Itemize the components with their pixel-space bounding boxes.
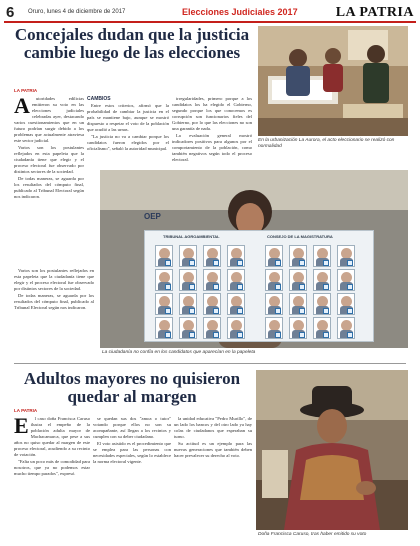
- article-divider: [14, 363, 406, 364]
- ballot-candidate-cell: [155, 245, 173, 267]
- ballot-paper: [144, 230, 374, 342]
- ballot-candidate-cell: [179, 293, 197, 315]
- polling-station-photo: [258, 26, 408, 136]
- newspaper-brand: LA PATRIA: [335, 5, 414, 20]
- article2-col1-p1: l caso doña Francisca Caruso ilustra el empeño de la población adulta mayor de Machacamarca, que pese a sus años no quiso quedar al margen de este proceso electoral, acudiendo a su recinto de votación.: [14, 416, 90, 457]
- article2-column-1: [14, 416, 90, 542]
- article1-col2-p1: Entre estos criterios, afirmó que la probabilidad de cambiar la justicia en el país se mantiene bajo, aunque se mostró dispuesto a respetar el voto de la población que acudió a las urnas.: [87, 103, 169, 132]
- ballot-left-title: TRIBUNAL AGROAMBIENTAL: [163, 234, 220, 239]
- article1-byline: LA PATRIA: [14, 88, 38, 93]
- article1-col3-p1: irregularidades, primero porque a los candidatos los ha elegido el Gobierno, segundo porque los que conocemos es corrupción son funcionarios fieles del Gobierno, por lo que las elecciones no son una garantía de nada.: [172, 96, 252, 131]
- ballot-candidate-cell: [227, 245, 245, 267]
- ballot-candidate-cell: [289, 293, 307, 315]
- section-title: Elecciones Judiciales 2017: [182, 7, 298, 17]
- ballot-candidate-cell: [179, 245, 197, 267]
- polling-station-caption: En la urbanización La Aurora, el acto eleccionario se realizó con normalidad: [258, 138, 395, 149]
- article1-column-1-continued: [14, 268, 94, 356]
- header-divider: [4, 21, 416, 23]
- article2-col2-p1: se quedan sus dos "amoa o tutor" votando porque ellos no son su acompañante, así llegan a los recintos y cumplen con su deber ciudadano.: [93, 416, 171, 439]
- article2-column-2: [93, 416, 171, 542]
- ballot-candidate-cell: [155, 293, 173, 315]
- ballot-candidate-cell: [313, 269, 331, 291]
- ballot-candidate-cell: [313, 317, 331, 339]
- article2-col2-p2: El voto asistido es el procedimiento que se emplea para las personas con necesidades especiales, según lo establece la norma electoral vigente.: [93, 441, 171, 464]
- ballot-candidate-cell: [289, 245, 307, 267]
- drop-cap-2: E: [14, 416, 29, 438]
- ballot-candidate-cell: [203, 293, 221, 315]
- ballot-candidate-cell: [337, 317, 355, 339]
- ballot-candidate-cell: [265, 245, 283, 267]
- article2-byline: LA PATRIA: [14, 408, 38, 413]
- ballot-candidate-cell: [313, 293, 331, 315]
- article1-headline: Concejales dudan que la justicia cambie luego de las elecciones: [14, 25, 250, 62]
- ballot-candidate-cell: [265, 293, 283, 315]
- article1-column-3: [172, 96, 252, 166]
- ballot-grid-right: [263, 243, 367, 339]
- article2-column-3: [174, 416, 252, 542]
- page-header: [4, 4, 416, 20]
- article1-col1-p3: De todas maneras, se aguarda por los resultados del cómputo final, publicado al Tribunal Electoral según nos indicaron.: [14, 176, 84, 199]
- ballot-candidate-cell: [337, 269, 355, 291]
- issue-date: Oruro, lunes 4 de diciembre de 2017: [28, 9, 126, 15]
- page-number: 6: [6, 4, 15, 21]
- ballot-candidate-cell: [203, 269, 221, 291]
- ballot-candidate-cell: [179, 317, 197, 339]
- ballot-candidate-cell: [265, 269, 283, 291]
- ballot-candidate-cell: [179, 269, 197, 291]
- drop-cap: A: [14, 96, 30, 118]
- ballot-candidate-cell: [227, 317, 245, 339]
- ballot-candidate-cell: [313, 245, 331, 267]
- elderly-voter-photo: [256, 370, 408, 530]
- article1-col1-p1: utoridades edilicias emitieron su voto en las elecciones judiciales celebradas ayer, destacando varios cuestionamientos que en un futuro podrían surgir debido a los problemas que actualmente atraviesa este sector judicial.: [14, 96, 84, 143]
- article1-column-2: [87, 96, 169, 166]
- article1-col1-cont-p1: Varios son los postulantes reflejados en esta papeleta que la ciudadanía tiene que elegir y el proceso electoral fue observado por distintos sectores de la sociedad.: [14, 268, 94, 291]
- ballot-candidate-cell: [203, 317, 221, 339]
- ballot-candidate-cell: [337, 245, 355, 267]
- ballot-candidate-cell: [265, 317, 283, 339]
- article2-headline: Adultos mayores no quisieron quedar al margen: [23, 369, 241, 406]
- oep-label: OEP: [144, 212, 161, 221]
- ballot-photo: [100, 170, 408, 348]
- ballot-candidate-cell: [289, 269, 307, 291]
- ballot-grid-left: [153, 243, 255, 339]
- ballot-photo-caption: La ciudadanía no confía en los candidatos que aparecían en la papeleta: [102, 350, 256, 355]
- ballot-candidate-cell: [227, 269, 245, 291]
- ballot-candidate-cell: [203, 245, 221, 267]
- ballot-right-title: CONSEJO DE LA MAGISTRATURA: [267, 234, 333, 239]
- article1-col1-p2: Varios son los postulantes reflejados en esta papeleta que la ciudadanía tiene que elegir y el proceso electoral fue observado por distintos sectores de la sociedad.: [14, 145, 84, 174]
- article1-col1-cont-p2: De todas maneras, se aguarda por los resultados del cómputo final, publicado al Tribunal Electoral según nos indicaron.: [14, 293, 94, 310]
- article2-col3-p2: Su actitud es un ejemplo para las nuevas generaciones que también deben hacer prevalecer su derecho al voto.: [174, 441, 252, 458]
- ballot-candidate-cell: [155, 317, 173, 339]
- article1-col2-p2: "La justicia no va a cambiar porque los candidatos fueron elegidos por el oficialismo", señaló la autoridad municipal.: [87, 134, 169, 151]
- article1-column-1: [14, 96, 84, 266]
- article2-col3-p1: la unidad educativa "Pedro Murillo", de un lado los bancos y del otro lado ya hay colas de ciudadanos que esperaban su turno.: [174, 416, 252, 439]
- ballot-candidate-cell: [227, 293, 245, 315]
- ballot-candidate-cell: [289, 317, 307, 339]
- article1-col3-p2: La evaluación general mostró indicadores positivos para algunos por el comportamiento de la población, como también negativos según todo el proceso electoral.: [172, 133, 252, 162]
- article2-col1-p2: "Falta un poco más de comodidad para nosotros, que ya no podemos estar mucho tiempo parados", expresó.: [14, 459, 90, 476]
- ballot-candidate-cell: [337, 293, 355, 315]
- article1-subheading: CAMBIOS: [87, 96, 111, 102]
- elderly-voter-caption: Doña Francisca Caruso, tras haber emitido su voto: [258, 532, 367, 537]
- ballot-candidate-cell: [155, 269, 173, 291]
